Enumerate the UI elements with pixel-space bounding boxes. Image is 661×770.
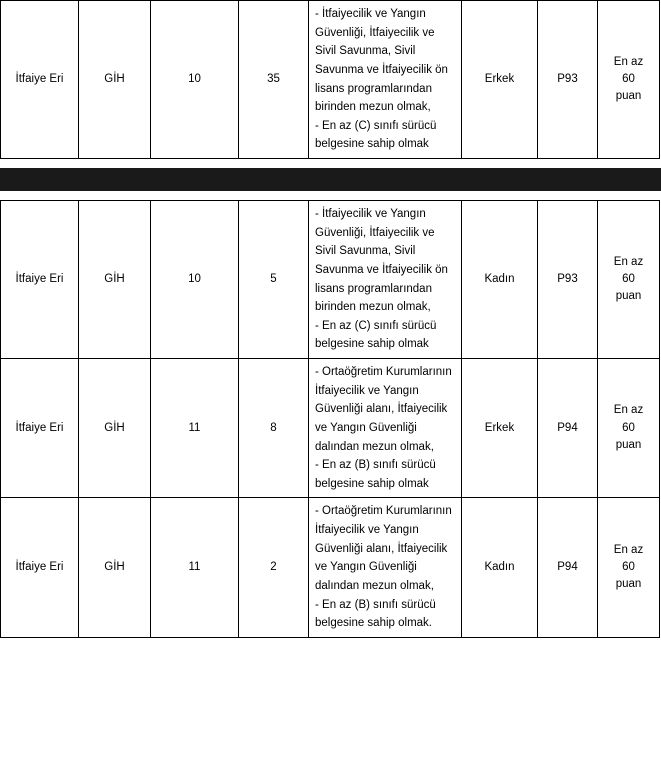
- table-row: [1, 1, 660, 159]
- cell-score: [598, 201, 660, 359]
- spacer-above-band: [0, 159, 661, 168]
- table-row: [1, 498, 660, 637]
- score-line: En az: [613, 55, 644, 68]
- cell-kpss-type: P94: [538, 359, 598, 498]
- cell-title: İtfaiye Eri: [1, 498, 79, 637]
- cell-conditions: [309, 359, 462, 498]
- score-line: En az: [613, 543, 644, 556]
- condition-line: - En az (C) sınıfı sürücü belgesine sahip olmak: [315, 319, 437, 351]
- score-line: puan: [615, 290, 642, 303]
- score-line: En az: [613, 404, 644, 417]
- section-separator-band: [0, 168, 661, 191]
- cell-score: [598, 498, 660, 637]
- score-line: 60: [622, 421, 635, 434]
- score-line: 60: [622, 72, 635, 85]
- cell-title: İtfaiye Eri: [1, 1, 79, 159]
- cell-count: 5: [239, 201, 309, 359]
- cell-gender: Kadın: [462, 201, 538, 359]
- cell-count: 8: [239, 359, 309, 498]
- cell-kpss-type: P93: [538, 1, 598, 159]
- cell-score: [598, 359, 660, 498]
- top-requirements-table: [0, 0, 660, 159]
- table-body: [1, 201, 660, 638]
- cell-gender: Kadın: [462, 498, 538, 637]
- cell-conditions: [309, 201, 462, 359]
- cell-count: 2: [239, 498, 309, 637]
- bottom-requirements-table: [0, 200, 660, 638]
- score-line: puan: [615, 90, 642, 103]
- condition-line: - İtfaiyecilik ve Yangın Güvenliği, İtfaiyecilik ve Sivil Savunma, Sivil Savunma ve İtfaiyecilik ön lisans programlarından birinden mezun olmak,: [315, 8, 448, 114]
- cell-class: GİH: [79, 498, 151, 637]
- condition-line: - En az (B) sınıfı sürücü belgesine sahip olmak.: [315, 598, 436, 630]
- cell-degree: 11: [151, 498, 239, 637]
- spacer-below-band: [0, 191, 661, 200]
- cell-title: İtfaiye Eri: [1, 201, 79, 359]
- score-line: puan: [615, 438, 642, 451]
- cell-count: 35: [239, 1, 309, 159]
- bottom-table-section: [0, 200, 659, 638]
- condition-line: - İtfaiyecilik ve Yangın Güvenliği, İtfaiyecilik ve Sivil Savunma, Sivil Savunma ve İtfaiyecilik ön lisans programlarından birinden mezun olmak,: [315, 208, 448, 314]
- condition-line: - Ortaöğretim Kurumlarının İtfaiyecilik ve Yangın Güvenliği alanı, İtfaiyecilik ve Yangın Güvenliği dalından mezun olmak,: [315, 366, 452, 453]
- condition-line: - Ortaöğretim Kurumlarının İtfaiyecilik ve Yangın Güvenliği alanı, İtfaiyecilik ve Yangın Güvenliği dalından mezun olmak,: [315, 505, 452, 592]
- top-table-section: [0, 0, 659, 159]
- cell-title: İtfaiye Eri: [1, 359, 79, 498]
- table-row: [1, 359, 660, 498]
- table-row: [1, 201, 660, 359]
- cell-class: GİH: [79, 201, 151, 359]
- cell-degree: 11: [151, 359, 239, 498]
- score-line: En az: [613, 255, 644, 268]
- score-line: 60: [622, 560, 635, 573]
- cell-kpss-type: P93: [538, 201, 598, 359]
- cell-score: [598, 1, 660, 159]
- cell-conditions: [309, 1, 462, 159]
- cell-class: GİH: [79, 359, 151, 498]
- score-line: puan: [615, 578, 642, 591]
- cell-gender: Erkek: [462, 1, 538, 159]
- score-line: 60: [622, 272, 635, 285]
- condition-line: - En az (C) sınıfı sürücü belgesine sahip olmak: [315, 119, 437, 151]
- cell-kpss-type: P94: [538, 498, 598, 637]
- cell-gender: Erkek: [462, 359, 538, 498]
- cell-degree: 10: [151, 1, 239, 159]
- condition-line: - En az (B) sınıfı sürücü belgesine sahip olmak: [315, 459, 436, 490]
- cell-degree: 10: [151, 201, 239, 359]
- table-body: [1, 1, 660, 159]
- cell-class: GİH: [79, 1, 151, 159]
- cell-conditions: [309, 498, 462, 637]
